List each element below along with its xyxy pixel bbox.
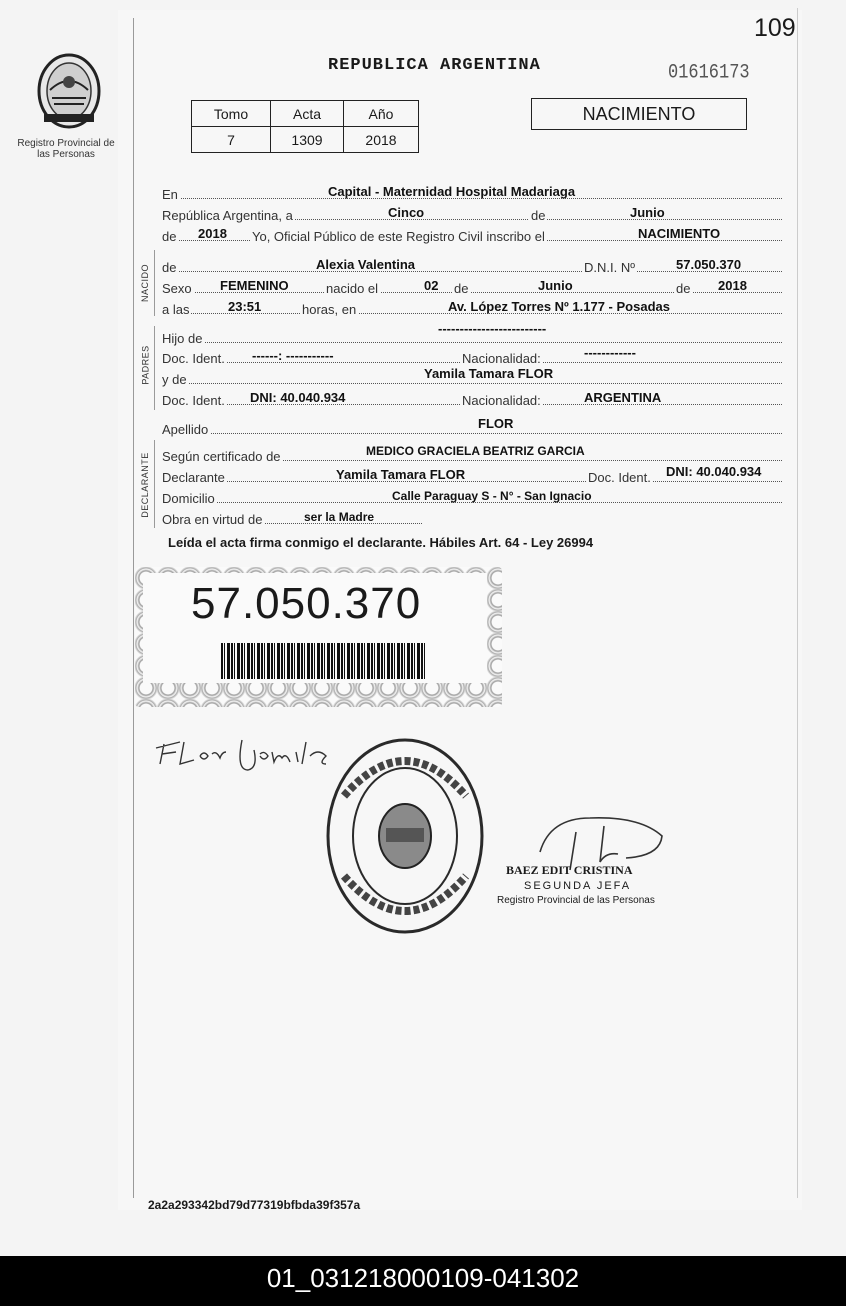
anio-header: Año (344, 101, 419, 127)
declarant-address: Calle Paraguay S - N° - San Ignacio (392, 489, 592, 503)
registration-year: 2018 (198, 226, 227, 241)
record-table (191, 100, 419, 153)
registration-month: Junio (630, 205, 665, 220)
obra-reason: ser la Madre (304, 510, 375, 524)
record-table-header-row (192, 101, 419, 127)
mother-name: Yamila Tamara FLOR (424, 366, 554, 381)
right-margin-line (797, 8, 798, 1198)
acta-value: 1309 (271, 127, 344, 153)
document-hash: 2a2a293342bd79d77319bfbda39f357a (148, 1198, 361, 1212)
mother-nationality-label: Nacionalidad: (462, 393, 541, 408)
officer-text: Yo, Oficial Público de este Registro Civil inscribo el (252, 229, 545, 244)
row-madre (162, 366, 782, 387)
horas-label: horas, en (302, 302, 357, 317)
birth-month: Junio (538, 278, 573, 293)
certificado-label: Según certificado de (162, 449, 281, 464)
declarant-doc-label: Doc. Ident. (588, 470, 651, 485)
row-madre-doc (162, 390, 782, 408)
sexo-label: Sexo (162, 281, 192, 296)
de-label-4: de (676, 281, 691, 296)
document-type-box: NACIMIENTO (531, 98, 747, 130)
father-name: ------------------------- (438, 321, 547, 336)
official-role: SEGUNDA JEFA (524, 880, 632, 892)
footer-bar (0, 1256, 846, 1306)
de-label-2: de (162, 229, 177, 244)
father-nationality: ------------ (584, 345, 636, 360)
seal-org-label: Registro Provincial de las Personas (17, 138, 115, 160)
child-name: Alexia Valentina (316, 257, 415, 272)
tomo-header: Tomo (192, 101, 271, 127)
acta-header: Acta (271, 101, 344, 127)
nacido-el-label: nacido el (326, 281, 379, 296)
left-margin-line (133, 18, 134, 1198)
mother-doc-label: Doc. Ident. (162, 393, 225, 408)
anio-value: 2018 (344, 127, 419, 153)
row-padre (162, 321, 782, 346)
row-sexo (162, 278, 782, 296)
row-lugar (162, 184, 782, 202)
birth-year: 2018 (718, 278, 747, 293)
declarant-signature-icon (150, 730, 340, 780)
a-las-label: a las (162, 302, 190, 317)
day-in-words: Cinco (388, 205, 425, 220)
inscription-type: NACIMIENTO (638, 226, 721, 241)
barcode-icon (221, 643, 427, 679)
row-obra (162, 509, 782, 527)
y-de-label: y de (162, 372, 187, 387)
declarant-name: Yamila Tamara FLOR (336, 467, 466, 482)
row-domicilio (162, 488, 782, 506)
control-number: 01616173 (668, 62, 750, 85)
document-title: REPUBLICA ARGENTINA (328, 56, 541, 75)
father-doc: ------: ----------- (252, 348, 334, 363)
row-nombre (162, 257, 782, 275)
footer-code: 01_031218000109-041302 (266, 1263, 580, 1293)
tomo-value: 7 (192, 127, 271, 153)
legal-text: Leída el acta firma conmigo el declarante. Hábiles Art. 64 - Ley 26994 (168, 535, 594, 550)
nacido-de-label: de (162, 260, 177, 275)
row-fecha-inscripcion (162, 205, 782, 223)
birth-time: 23:51 (228, 299, 262, 314)
father-doc-label: Doc. Ident. (162, 351, 225, 366)
medical-certificate: MEDICO GRACIELA BEATRIZ GARCIA (366, 444, 585, 458)
declarant-doc: DNI: 40.040.934 (666, 464, 762, 479)
mother-nationality: ARGENTINA (584, 390, 662, 405)
apellido-value: FLOR (478, 416, 514, 431)
declarante-label: Declarante (162, 470, 225, 485)
dni-label: D.N.I. Nº (584, 260, 635, 275)
row-certificado (162, 446, 782, 464)
declarante-bracket (154, 440, 155, 528)
mother-doc: DNI: 40.040.934 (250, 390, 346, 405)
birth-address: Av. López Torres Nº 1.177 - Posadas (448, 299, 670, 314)
de-label: de (531, 208, 546, 223)
declarante-section-label: DECLARANTE (139, 452, 150, 518)
row-padre-doc (162, 345, 782, 366)
nacido-bracket (154, 250, 155, 316)
child-sex: FEMENINO (220, 278, 289, 293)
row-hora (162, 299, 782, 317)
domicilio-label: Domicilio (162, 491, 215, 506)
dni-sticker (135, 567, 502, 707)
hijo-de-label: Hijo de (162, 331, 203, 346)
padres-section-label: PADRES (140, 345, 151, 385)
row-declarante (162, 464, 782, 485)
padres-bracket (154, 326, 155, 410)
row-apellido (162, 416, 782, 437)
record-table-value-row (192, 127, 419, 153)
official-name: BAEZ EDIT CRISTINA (506, 863, 633, 877)
nacido-section-label: NACIDO (140, 263, 151, 303)
provincial-seal-icon (36, 52, 102, 130)
de-label-3: de (454, 281, 469, 296)
republica-label: República Argentina, a (162, 208, 293, 223)
official-stamp-icon (324, 736, 486, 936)
row-oficial (162, 226, 782, 244)
child-dni: 57.050.370 (676, 257, 742, 272)
page-number: 109 (754, 14, 796, 42)
official-org: Registro Provincial de las Personas (497, 895, 655, 906)
obra-label: Obra en virtud de (162, 512, 263, 527)
apellido-label: Apellido (162, 422, 209, 437)
en-label: En (162, 187, 178, 202)
father-nationality-label: Nacionalidad: (462, 351, 541, 366)
dni-sticker-number: 57.050.370 (191, 579, 422, 628)
birth-place: Capital - Maternidad Hospital Madariaga (328, 184, 576, 199)
birth-day: 02 (424, 278, 439, 293)
